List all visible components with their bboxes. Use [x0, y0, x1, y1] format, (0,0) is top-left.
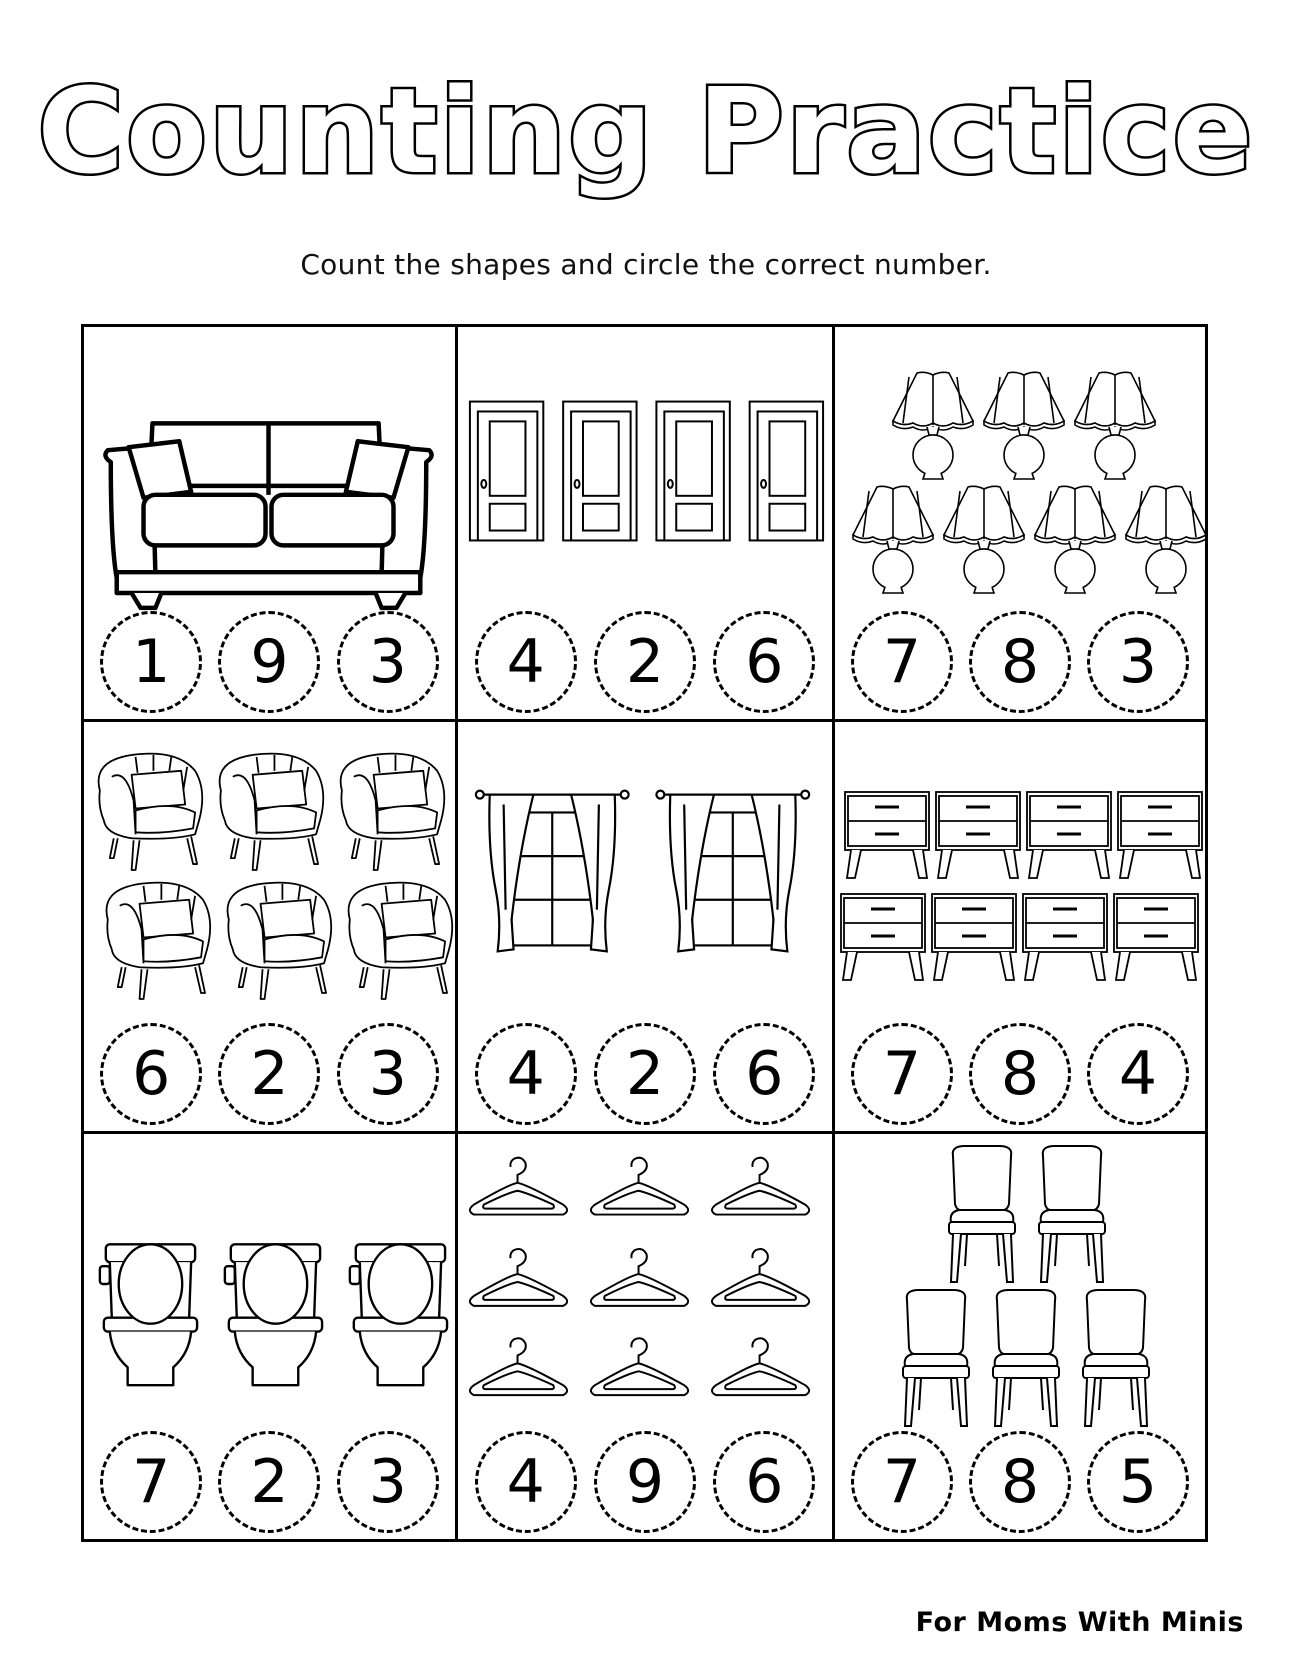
- answer-options: [835, 613, 1205, 711]
- answer-options: [84, 613, 455, 711]
- hangers-picture: [458, 1134, 832, 1434]
- answer-option[interactable]: 8: [969, 611, 1071, 713]
- answer-option[interactable]: 3: [337, 1023, 439, 1125]
- answer-options: [84, 1025, 455, 1123]
- answer-options: [458, 1433, 832, 1531]
- lamps-picture: [835, 327, 1205, 617]
- answer-option[interactable]: 4: [1087, 1023, 1189, 1125]
- answer-option[interactable]: 8: [969, 1431, 1071, 1533]
- answer-option[interactable]: 4: [475, 1023, 577, 1125]
- windows-picture: [458, 722, 832, 1022]
- problem-hangers: [458, 1134, 835, 1539]
- answer-options: [835, 1433, 1205, 1531]
- answer-option[interactable]: 6: [713, 611, 815, 713]
- instructions: Count the shapes and circle the correct number.: [300, 248, 992, 281]
- problem-chairs: [835, 1134, 1205, 1539]
- answer-option[interactable]: 4: [475, 611, 577, 713]
- answer-option[interactable]: 7: [851, 611, 953, 713]
- answer-option[interactable]: 5: [1087, 1431, 1189, 1533]
- counting-grid: [81, 324, 1208, 1542]
- problem-windows: [458, 722, 835, 1134]
- problem-toilets: [84, 1134, 458, 1539]
- worksheet-title: Counting Practice: [37, 62, 1255, 200]
- problem-armchairs: [84, 722, 458, 1134]
- answer-option[interactable]: 1: [100, 611, 202, 713]
- answer-option[interactable]: 9: [594, 1431, 696, 1533]
- answer-option[interactable]: 3: [337, 611, 439, 713]
- answer-option[interactable]: 6: [100, 1023, 202, 1125]
- toilets-picture: [84, 1134, 455, 1434]
- answer-option[interactable]: 3: [1087, 611, 1189, 713]
- problem-nightstands: [835, 722, 1205, 1134]
- answer-option[interactable]: 2: [218, 1431, 320, 1533]
- answer-option[interactable]: 6: [713, 1023, 815, 1125]
- problem-doors: [458, 327, 835, 722]
- answer-option[interactable]: 7: [851, 1431, 953, 1533]
- doors-picture: [458, 327, 832, 617]
- chairs-picture: [835, 1134, 1205, 1444]
- sofa-picture: [84, 327, 455, 617]
- answer-option[interactable]: 2: [594, 1023, 696, 1125]
- brand-footer: For Moms With Minis: [915, 1607, 1244, 1638]
- armchairs-picture: [84, 722, 455, 1022]
- answer-option[interactable]: 7: [851, 1023, 953, 1125]
- nightstands-picture: [835, 722, 1205, 1022]
- answer-option[interactable]: 7: [100, 1431, 202, 1533]
- answer-options: [84, 1433, 455, 1531]
- answer-option[interactable]: 8: [969, 1023, 1071, 1125]
- answer-option[interactable]: 2: [594, 611, 696, 713]
- problem-lamps: [835, 327, 1205, 722]
- answer-options: [458, 613, 832, 711]
- answer-options: [835, 1025, 1205, 1123]
- answer-options: [458, 1025, 832, 1123]
- problem-sofa: [84, 327, 458, 722]
- answer-option[interactable]: 9: [218, 611, 320, 713]
- answer-option[interactable]: 4: [475, 1431, 577, 1533]
- answer-option[interactable]: 2: [218, 1023, 320, 1125]
- answer-option[interactable]: 6: [713, 1431, 815, 1533]
- answer-option[interactable]: 3: [337, 1431, 439, 1533]
